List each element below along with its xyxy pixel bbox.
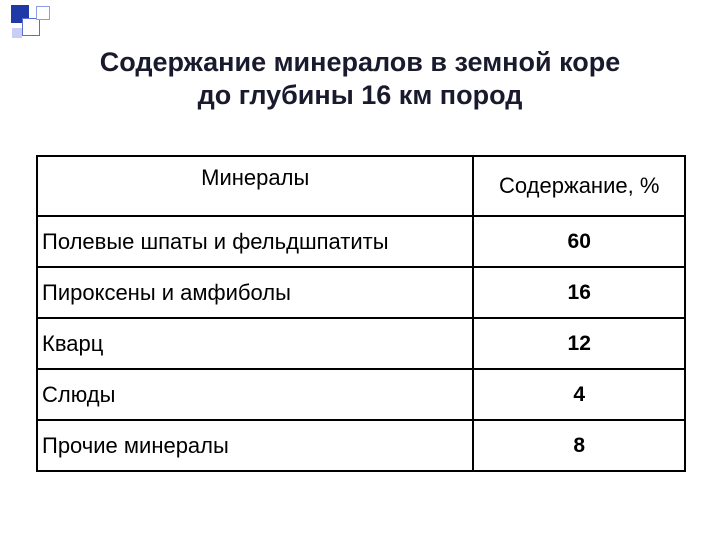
table-row (37, 267, 685, 318)
table-row (37, 318, 685, 369)
title-line-1: Содержание минералов в земной коре (99, 47, 621, 77)
mineral-name: Прочие минералы (37, 420, 473, 471)
decorative-square (36, 6, 50, 20)
table-row (37, 216, 685, 267)
table-header-row (37, 156, 685, 216)
mineral-content: 16 (473, 267, 685, 318)
mineral-name: Полевые шпаты и фельдшпатиты (37, 216, 473, 267)
slide-title (0, 46, 720, 112)
table-row (37, 369, 685, 420)
mineral-content: 4 (473, 369, 685, 420)
decorative-square (22, 18, 40, 36)
mineral-name: Кварц (37, 318, 473, 369)
mineral-name: Пироксены и амфиболы (37, 267, 473, 318)
mineral-content: 60 (473, 216, 685, 267)
header-content: Содержание, % (473, 156, 685, 216)
mineral-content: 12 (473, 318, 685, 369)
minerals-table (36, 155, 686, 472)
header-minerals: Минералы (37, 156, 473, 216)
mineral-content: 8 (473, 420, 685, 471)
decorative-square (12, 28, 22, 38)
title-line-2: до глубины 16 км пород (197, 80, 523, 110)
mineral-name: Слюды (37, 369, 473, 420)
table-row (37, 420, 685, 471)
